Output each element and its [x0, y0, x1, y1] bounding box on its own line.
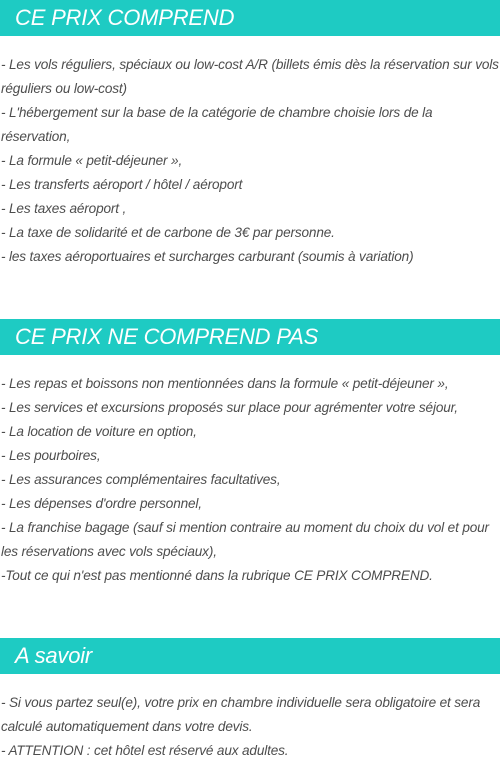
list-item: - Les dépenses d'ordre personnel,: [1, 496, 202, 511]
section-included: [0, 0, 500, 269]
list-item: - Les vols réguliers, spéciaux ou low-cost A/R (billets émis dès la réservation sur vols réguliers ou low-cost): [1, 57, 499, 96]
section-title: CE PRIX COMPREND: [0, 0, 500, 36]
list-item: - Les services et excursions proposés sur place pour agrémenter votre séjour,: [1, 400, 458, 415]
not-included-list: [0, 372, 500, 588]
section-title: CE PRIX NE COMPREND PAS: [0, 319, 500, 355]
list-item: - les taxes aéroportuaires et surcharges carburant (soumis à variation): [1, 249, 414, 264]
list-item: - La franchise bagage (sauf si mention contraire au moment du choix du vol et pour les réservations avec vols spéciaux),: [1, 520, 489, 559]
good-to-know-list: [0, 691, 500, 763]
list-item: - Les taxes aéroport ,: [1, 201, 127, 216]
section-not-included: [0, 319, 500, 588]
section-good-to-know: [0, 638, 500, 763]
list-item: - La formule « petit-déjeuner »,: [1, 153, 183, 168]
list-item: - Les repas et boissons non mentionnées dans la formule « petit-déjeuner »,: [1, 376, 449, 391]
list-item: - Les pourboires,: [1, 448, 101, 463]
list-item: - Si vous partez seul(e), votre prix en chambre individuelle sera obligatoire et sera calculé automatiquement dans votre devis.: [1, 695, 481, 734]
included-list: [0, 53, 500, 269]
list-item: - L'hébergement sur la base de la catégorie de chambre choisie lors de la réservation,: [1, 105, 433, 144]
list-item: - La location de voiture en option,: [1, 424, 197, 439]
list-item: - Les assurances complémentaires facultatives,: [1, 472, 281, 487]
section-title: A savoir: [0, 638, 500, 674]
list-item: - La taxe de solidarité et de carbone de 3€ par personne.: [1, 225, 335, 240]
list-item: - Les transferts aéroport / hôtel / aéroport: [1, 177, 243, 192]
list-item: - ATTENTION : cet hôtel est réservé aux adultes.: [1, 743, 289, 758]
list-item: -Tout ce qui n'est pas mentionné dans la rubrique CE PRIX COMPREND.: [1, 568, 433, 583]
